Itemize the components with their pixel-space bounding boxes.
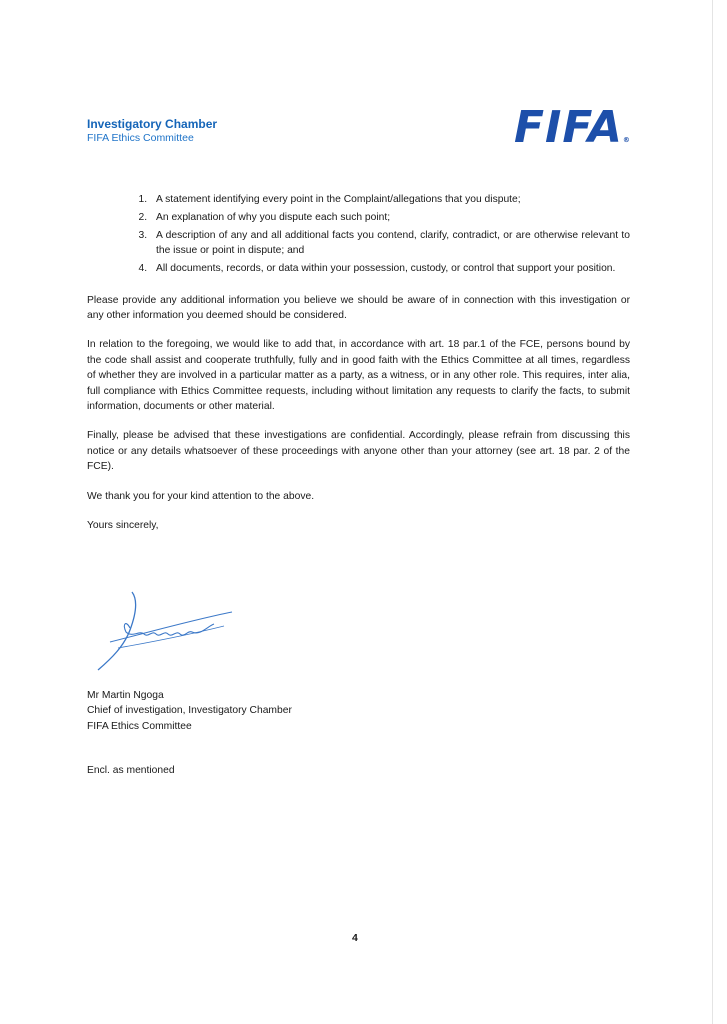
closing-salutation: Yours sincerely, [87,520,159,531]
fifa-logo [514,104,631,152]
list-item: 1. A statement identifying every point in the Complaint/allegations that you dispute; [150,192,630,207]
paragraph-confidential: Finally, please be advised that these investigations are confidential. Accordingly, please refrain from discussing this notice or any details whatsoever of these proceedings with anyone other than your attorney (see art. 18 par. 2 of the FCE). [87,430,630,473]
page-number: 4 [352,932,358,944]
list-item: 2. An explanation of why you dispute each such point; [150,210,630,225]
paragraph-additional-info: Please provide any additional information you believe we should be aware of in connection with this investigation or any other information you deemed should be considered. [87,294,630,321]
signatory-name: Mr Martin Ngoga [87,690,164,701]
chamber-title: Investigatory Chamber [87,117,218,131]
letter-body [87,192,630,547]
letterhead [87,117,217,145]
signatory-title: Chief of investigation, Investigatory Chamber [87,705,292,717]
paragraph-thanks: We thank you for your kind attention to the above. [87,490,315,502]
enclosure-note: Encl. as mentioned [87,765,175,776]
paragraph-foregoing: In relation to the foregoing, we would like to add that, in accordance with art. 18 par.1 of the FCE, persons bound by the code shall assist and cooperate truthfully, fully and in good faith with the Ethics Committee at all times, regardless of whether they are involved in a particular matter as a party, as a witness, or in any other role. This requires, inter alia, full compliance with Ethics Committee requests, including without limitation any requests to clarify the facts, to submit information, documents or other material. [87,339,630,412]
signatory-committee: FIFA Ethics Committee [87,720,192,732]
requirements-list [87,192,630,277]
signatory-block [87,688,292,734]
registered-mark: ® [622,136,631,144]
chamber-subtitle: FIFA Ethics Committee [87,132,194,144]
handwritten-signature [92,590,237,672]
list-item: 3. A description of any and all additional facts you contend, clarify, contradict, or are otherwise relevant to the issue or point in dispute; and [150,228,630,259]
list-item: 4. All documents, records, or data within your possession, custody, or control that support your position. [150,261,630,276]
fifa-logo-text: FIFA [514,102,623,153]
